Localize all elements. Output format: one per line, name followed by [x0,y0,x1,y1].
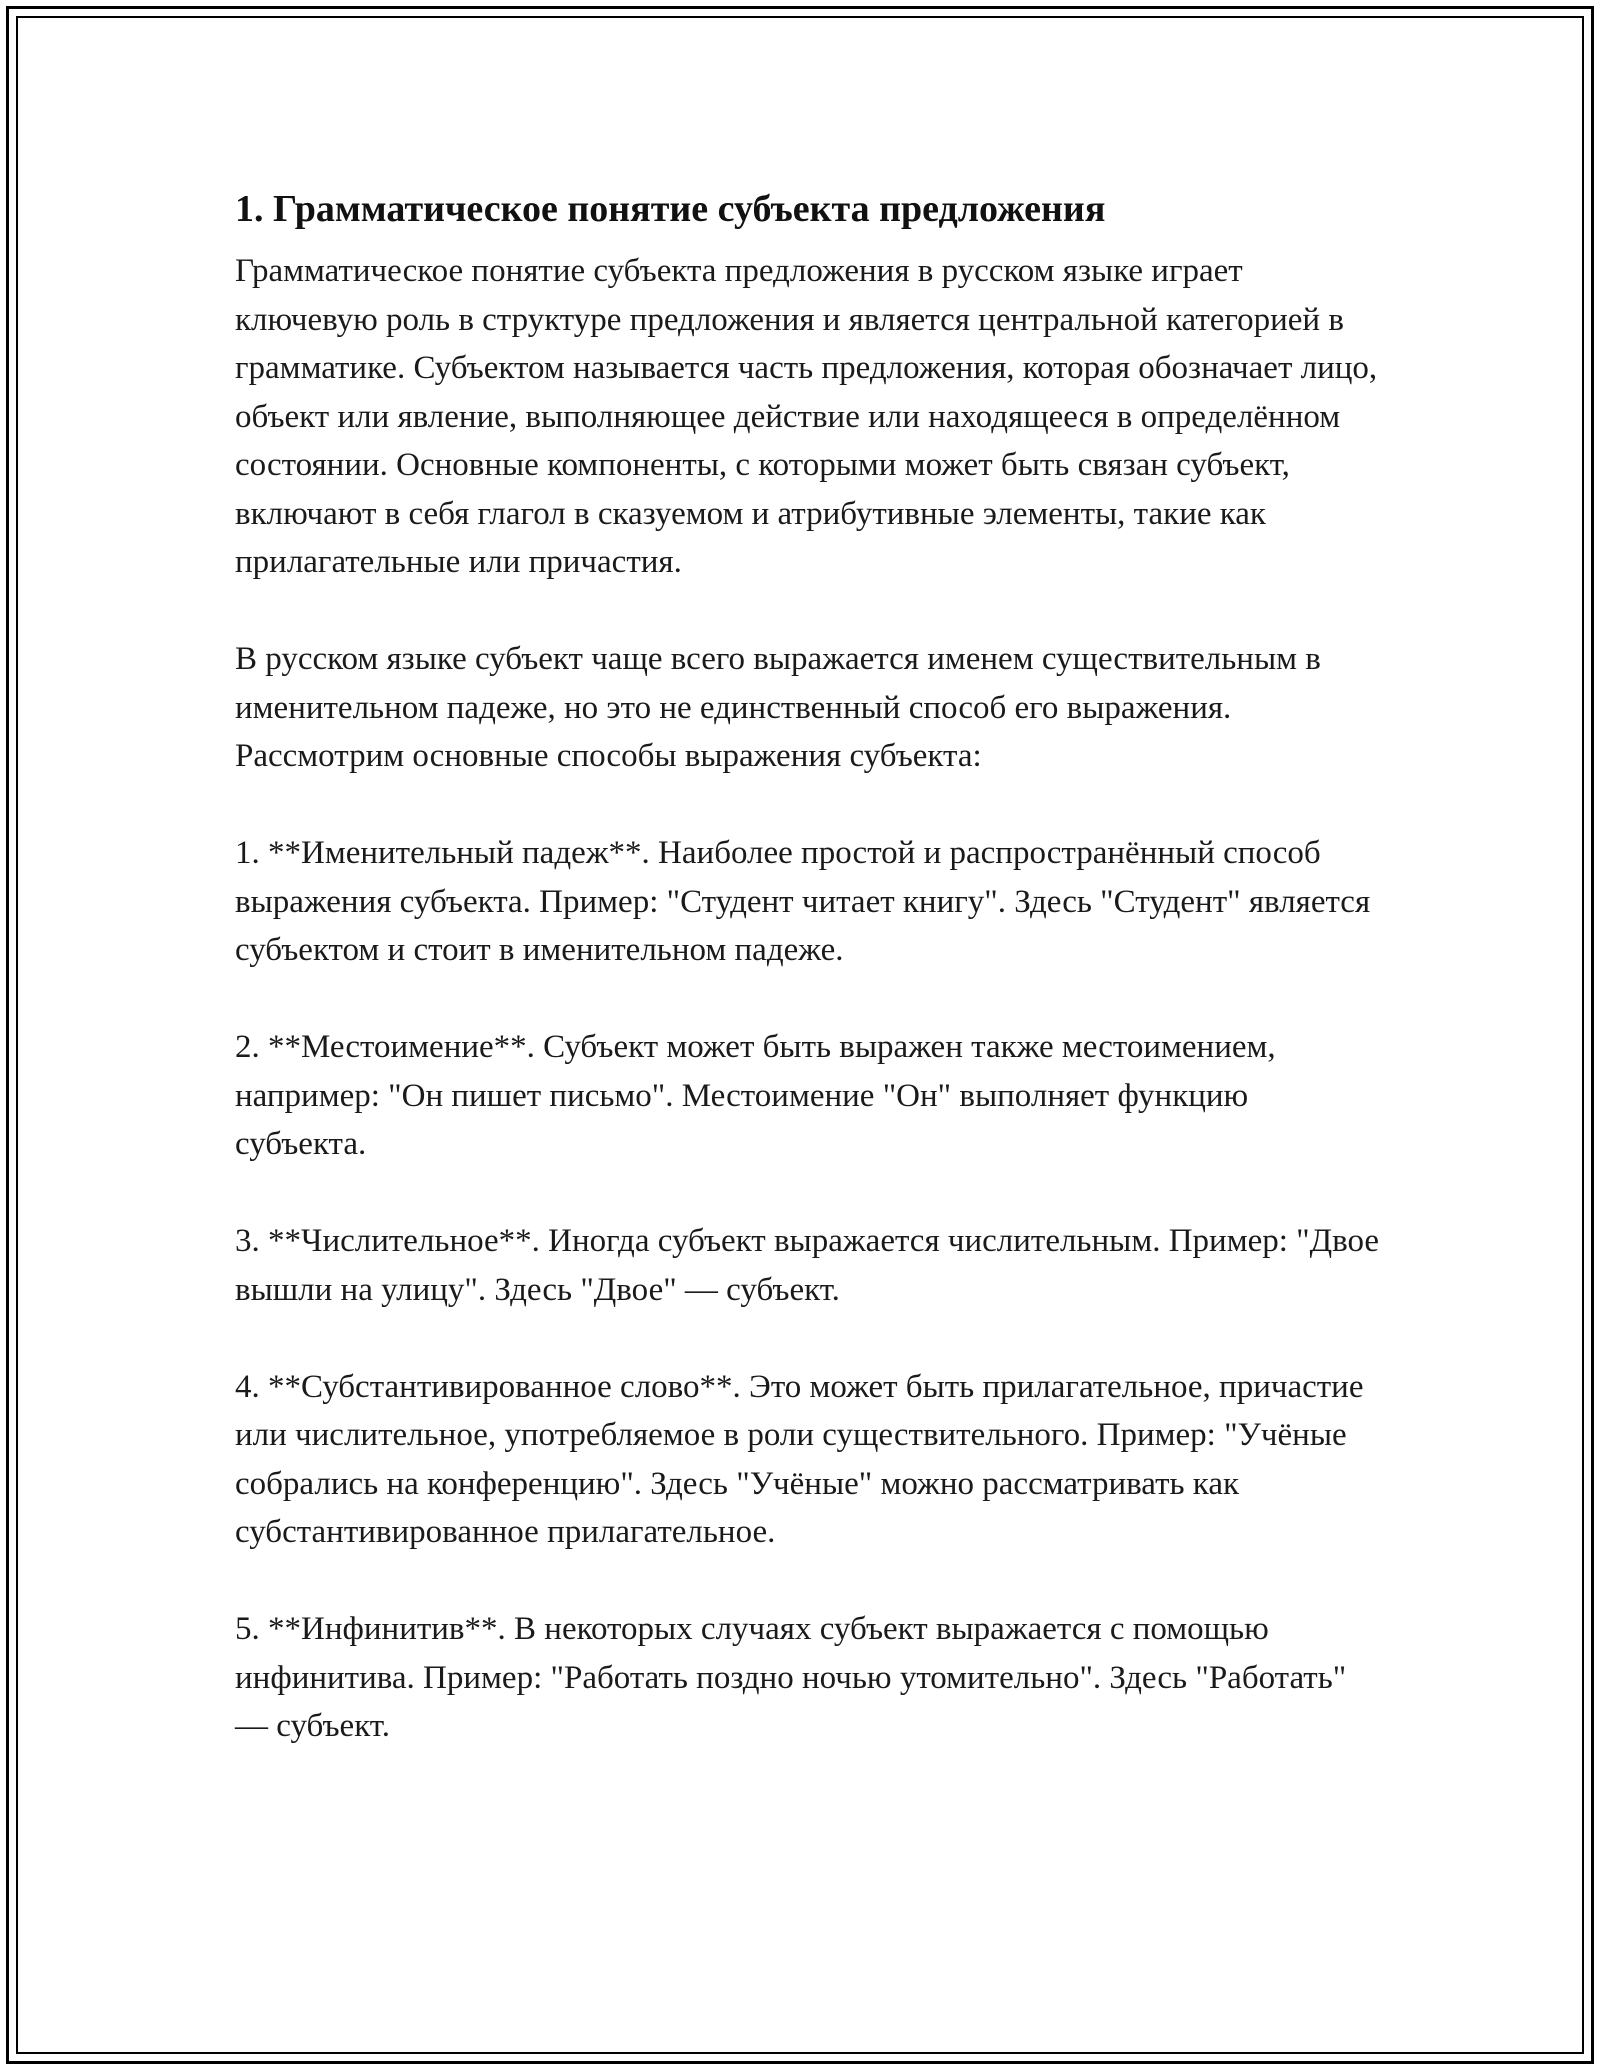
list-item-numeral: 3. **Числительное**. Иногда субъект выражается числительным. Пример: "Двое вышли на улицу". Здесь "Двое" — субъект. [235,1223,1380,1308]
document-body [235,185,1385,1751]
list-item-infinitive: 5. **Инфинитив**. В некоторых случаях субъект выражается с помощью инфинитива. Пример: "Работать поздно ночью утомительно". Здесь "Работать" — субъект. [235,1611,1347,1744]
paragraph-ways-intro: В русском языке субъект чаще всего выражается именем существительным в именительном падеже, но это не единственный способ его выражения. Рассмотрим основные способы выражения субъекта: [235,641,1321,774]
list-item-pronoun: 2. **Местоимение**. Субъект может быть выражен также местоимением, например: "Он пишет письмо". Местоимение "Он" выполняет функцию субъекта. [235,1029,1276,1162]
paragraph-intro: Грамматическое понятие субъекта предложения в русском языке играет ключевую роль в структуре предложения и является центральной категорией в грамматике. Субъектом называется часть предложения, которая обозначает лицо, объект или явление, выполняющее действие или находящееся в определённом состоянии. Основные компоненты, с которыми может быть связан субъект, включают в себя глагол в сказуемом и атрибутивные элементы, такие как прилагательные или причастия. [235,253,1378,580]
list-item-nominative: 1. **Именительный падеж**. Наиболее простой и распространённый способ выражения субъекта. Пример: "Студент читает книгу". Здесь "Студент" является субъектом и стоит в именительном падеже. [235,835,1371,968]
section-heading: 1. Грамматическое понятие субъекта предложения [235,188,1106,230]
list-item-substantivized: 4. **Субстантивированное слово**. Это может быть прилагательное, причастие или числительное, употребляемое в роли существительного. Пример: "Учёные собрались на конференцию". Здесь "Учёные" можно рассматривать как субстантивированное прилагательное. [235,1368,1364,1550]
